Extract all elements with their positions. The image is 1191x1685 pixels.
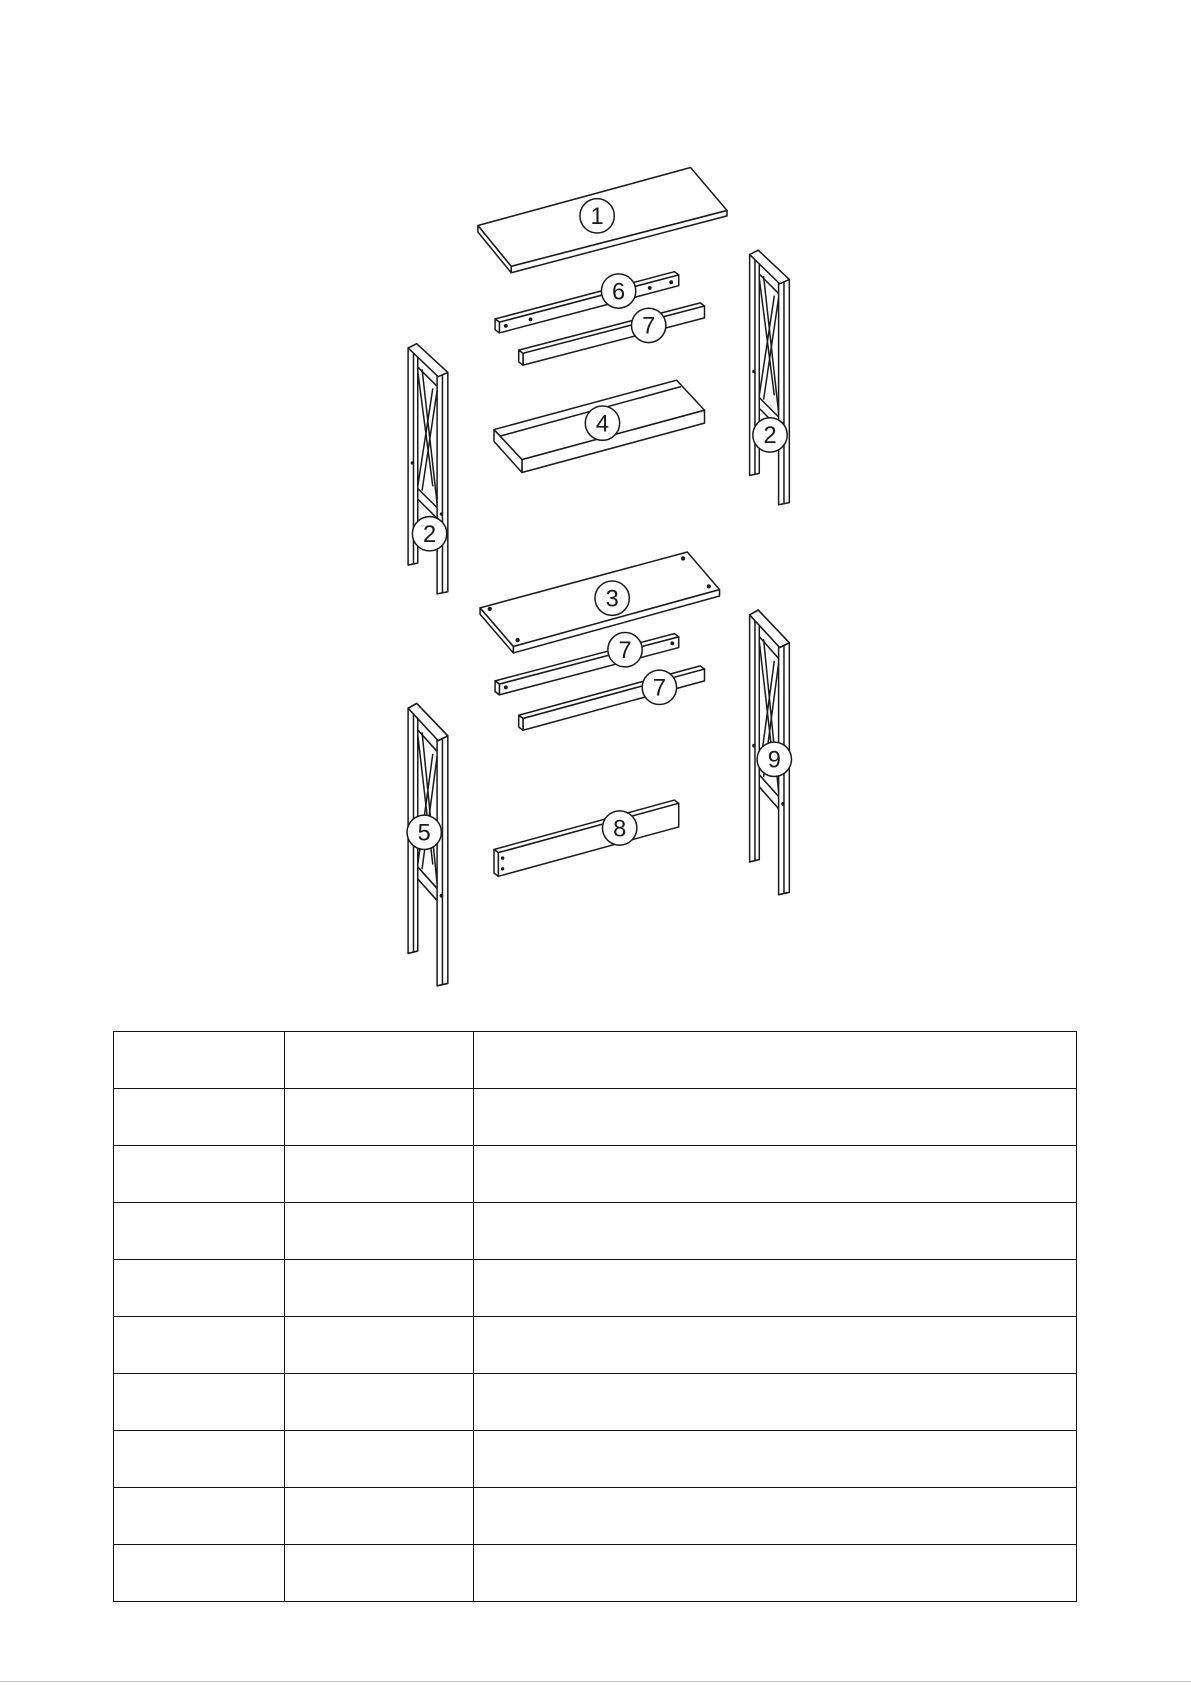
table-row bbox=[114, 1545, 1077, 1602]
table-row bbox=[114, 1317, 1077, 1374]
parts-table-body bbox=[114, 1032, 1077, 1602]
table-cell bbox=[474, 1431, 1077, 1488]
table-cell bbox=[474, 1317, 1077, 1374]
table-cell bbox=[285, 1488, 474, 1545]
callout-part-7-upper bbox=[631, 308, 665, 342]
table-row bbox=[114, 1032, 1077, 1089]
svg-text:8: 8 bbox=[613, 816, 627, 843]
callout-part-7-lower-a bbox=[608, 633, 642, 667]
callout-part-5 bbox=[407, 815, 441, 849]
callout-part-3 bbox=[595, 581, 629, 615]
table-cell bbox=[474, 1545, 1077, 1602]
table-row bbox=[114, 1374, 1077, 1431]
table-cell bbox=[114, 1317, 285, 1374]
table-cell bbox=[474, 1374, 1077, 1431]
table-cell bbox=[114, 1431, 285, 1488]
table-cell bbox=[285, 1203, 474, 1260]
parts-table bbox=[113, 1031, 1077, 1602]
svg-text:1: 1 bbox=[590, 204, 604, 231]
page-edge-line bbox=[0, 1681, 1191, 1682]
table-cell bbox=[114, 1488, 285, 1545]
callout-part-7-lower-b bbox=[642, 670, 676, 704]
callout-part-2-left bbox=[412, 517, 446, 551]
table-cell bbox=[474, 1032, 1077, 1089]
callout-part-9 bbox=[757, 742, 791, 776]
table-cell bbox=[114, 1146, 285, 1203]
table-cell bbox=[474, 1089, 1077, 1146]
svg-text:7: 7 bbox=[652, 675, 666, 702]
table-cell bbox=[474, 1146, 1077, 1203]
svg-text:6: 6 bbox=[612, 279, 626, 306]
svg-text:4: 4 bbox=[595, 411, 610, 438]
svg-text:5: 5 bbox=[417, 820, 431, 847]
part-8-wide-rail bbox=[494, 800, 679, 876]
table-cell bbox=[114, 1260, 285, 1317]
table-cell bbox=[285, 1374, 474, 1431]
table-row bbox=[114, 1260, 1077, 1317]
table-row bbox=[114, 1431, 1077, 1488]
table-cell bbox=[114, 1374, 285, 1431]
table-row bbox=[114, 1089, 1077, 1146]
table-cell bbox=[474, 1260, 1077, 1317]
part-2-side-frame-left bbox=[408, 344, 448, 594]
callout-part-2-right bbox=[753, 418, 787, 452]
table-cell bbox=[285, 1545, 474, 1602]
table-cell bbox=[474, 1488, 1077, 1545]
table-cell bbox=[285, 1089, 474, 1146]
table-cell bbox=[285, 1032, 474, 1089]
table-cell bbox=[285, 1146, 474, 1203]
svg-text:2: 2 bbox=[423, 522, 437, 549]
part-2-side-frame-right bbox=[750, 250, 790, 505]
table-cell bbox=[285, 1431, 474, 1488]
callout-part-6 bbox=[601, 274, 635, 308]
svg-text:3: 3 bbox=[605, 586, 619, 613]
table-cell bbox=[114, 1545, 285, 1602]
table-row bbox=[114, 1203, 1077, 1260]
table-cell bbox=[114, 1032, 285, 1089]
table-cell bbox=[114, 1203, 285, 1260]
table-row bbox=[114, 1146, 1077, 1203]
table-cell bbox=[285, 1260, 474, 1317]
table-row bbox=[114, 1488, 1077, 1545]
svg-text:7: 7 bbox=[618, 638, 632, 665]
table-cell bbox=[114, 1089, 285, 1146]
svg-text:9: 9 bbox=[767, 747, 781, 774]
callout-part-1 bbox=[580, 199, 614, 233]
callout-part-8 bbox=[602, 811, 636, 845]
svg-text:2: 2 bbox=[763, 423, 777, 450]
svg-text:7: 7 bbox=[642, 313, 656, 340]
table-cell bbox=[285, 1317, 474, 1374]
callout-part-4 bbox=[585, 406, 619, 440]
table-cell bbox=[474, 1203, 1077, 1260]
